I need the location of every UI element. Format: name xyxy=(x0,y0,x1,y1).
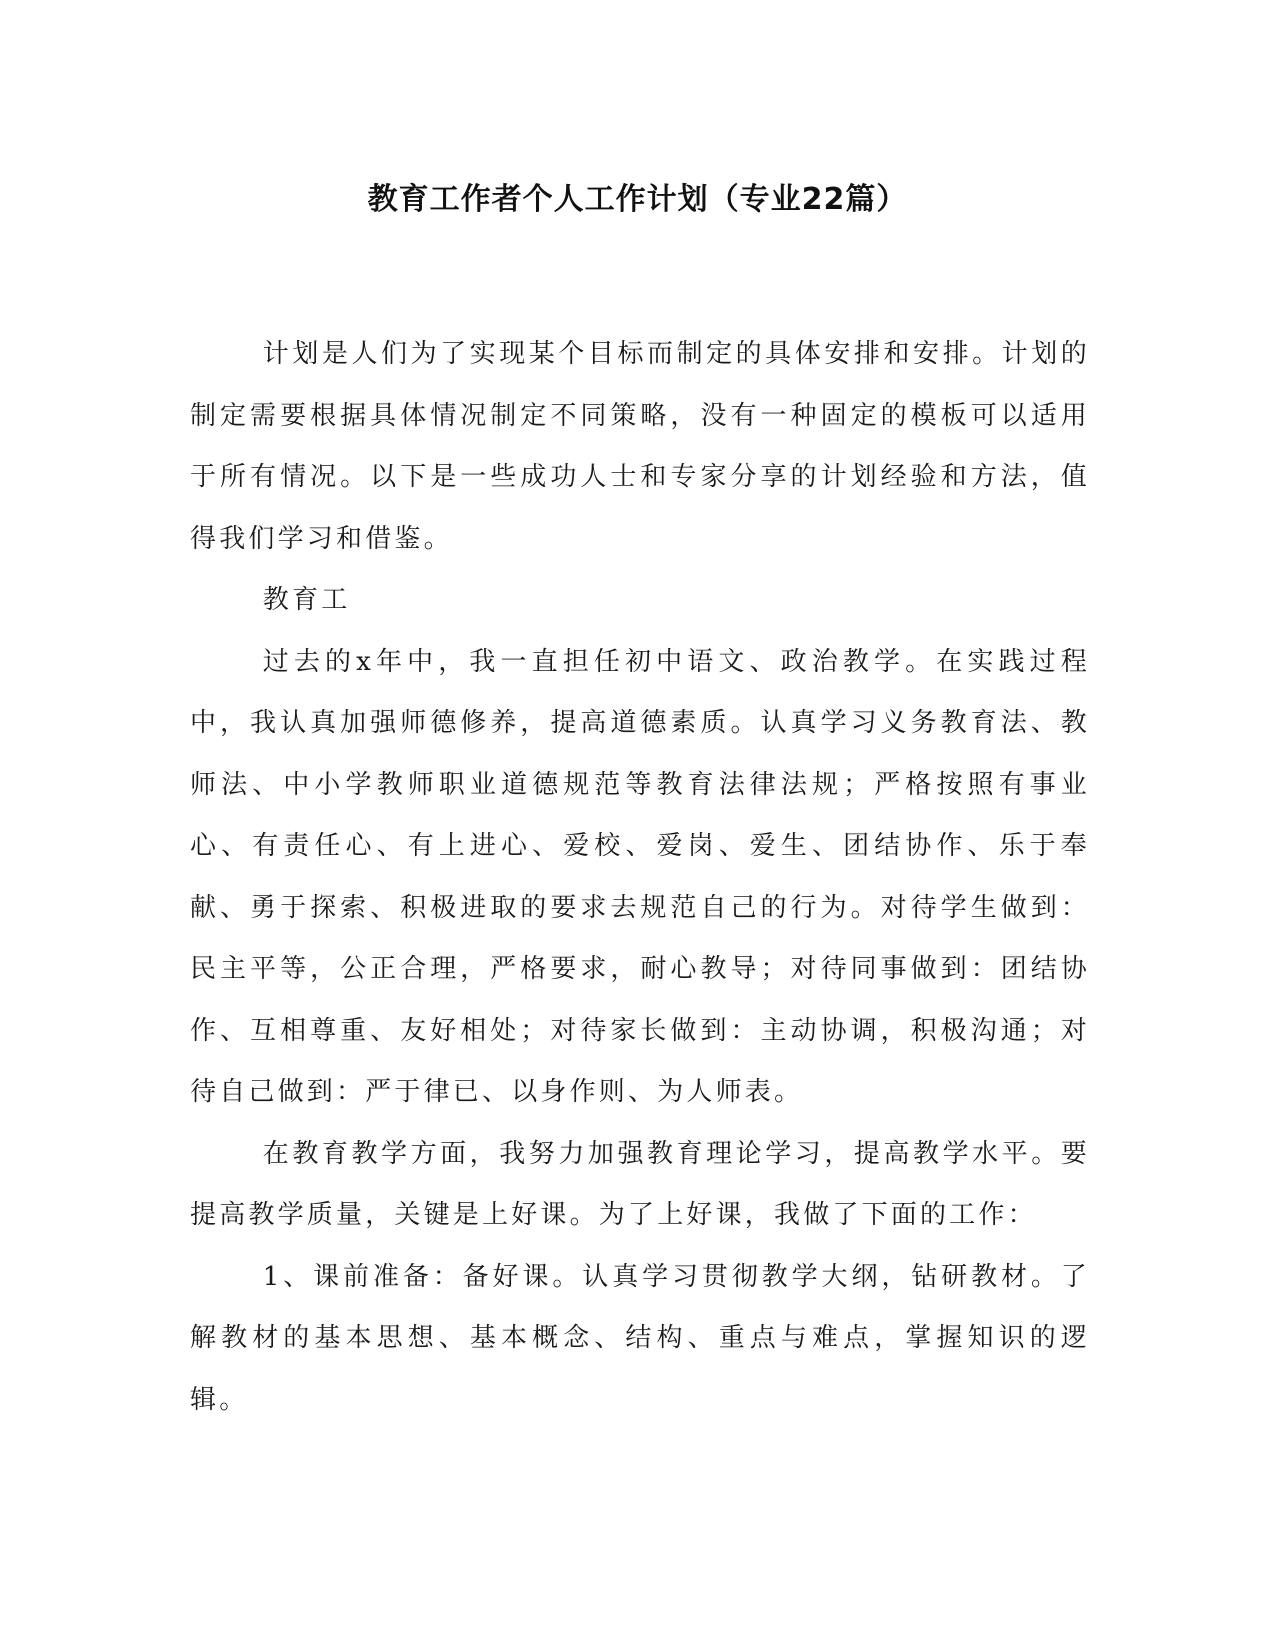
paragraph-ethics: 过去的x年中，我一直担任初中语文、政治教学。在实践过程中，我认真加强师德修养，提高道德素质。认真学习义务教育法、教师法、中小学教师职业道德规范等教育法律法规；严格按照有事业心、有责任心、有上进心、爱校、爱岗、爱生、团结协作、乐于奉献、勇于探索、积极进取的要求去规范自己的行为。对待学生做到：民主平等，公正合理，严格要求，耐心教导；对待同事做到：团结协作、互相尊重、友好相处；对待家长做到：主动协调，积极沟通；对待自己做到：严于律已、以身作则、为人师表。 xyxy=(190,646,1090,1107)
paragraph-intro: 计划是人们为了实现某个目标而制定的具体安排和安排。计划的制定需要根据具体情况制定不同策略，没有一种固定的模板可以适用于所有情况。以下是一些成功人士和专家分享的计划经验和方法，值得我们学习和借鉴。 xyxy=(190,339,1090,554)
document-body xyxy=(190,324,1090,1431)
paragraph-lesson-prep: 1、课前准备：备好课。认真学习贯彻教学大纲，钻研教材。了解教材的基本思想、基本概念、结构、重点与难点，掌握知识的逻辑。 xyxy=(190,1261,1090,1415)
document-title: 教育工作者个人工作计划（专业22篇） xyxy=(367,182,908,217)
paragraph-heading-fragment: 教育工 xyxy=(262,585,351,615)
paragraph-teaching: 在教育教学方面，我努力加强教育理论学习，提高教学水平。要提高教学质量，关键是上好课。为了上好课，我做了下面的工作： xyxy=(190,1138,1090,1230)
